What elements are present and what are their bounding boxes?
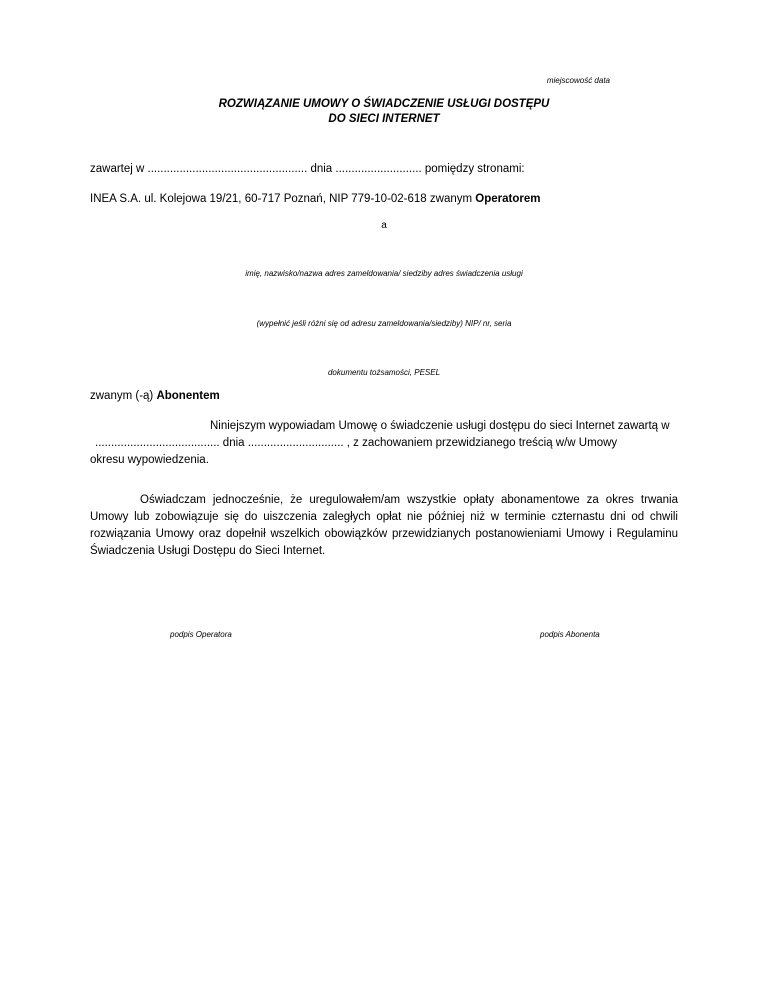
contract-line: zawartej w .................................................. dnia ........................... pomiędzy stronami: <box>90 163 525 175</box>
operator-bold: Operatorem <box>475 193 541 205</box>
operator-text: INEA S.A. ul. Kolejowa 19/21, 60-717 Poznań, NIP 779-10-02-618 zwanym <box>90 193 476 205</box>
document-title <box>0 97 768 127</box>
termination-line-3: okresu wypowiedzenia. <box>90 454 209 466</box>
termination-paragraph <box>90 418 678 469</box>
termination-line-1: Niniejszym wypowiadam Umowę o świadczenie usługi dostępu do sieci Internet zawartą w <box>210 420 670 432</box>
operator-line <box>90 193 540 205</box>
subscriber-bold: Abonentem <box>156 390 220 402</box>
title-line-2: DO SIECI INTERNET <box>328 113 440 125</box>
subscriber-text: zwanym (-ą) <box>90 390 157 402</box>
subscriber-signature-label: podpis Abonenta <box>540 630 600 639</box>
subscriber-line <box>90 390 220 402</box>
place-date-label: miejscowość data <box>546 76 610 85</box>
title-line-1: ROZWIĄZANIE UMOWY O ŚWIADCZENIE USŁUGI DOSTĘPU <box>218 98 550 110</box>
field-label-pesel: dokumentu tożsamości, PESEL <box>327 368 441 377</box>
field-label-name-address: imię, nazwisko/nazwa adres zameldowania/ siedziby adres świadczenia usługi <box>245 269 523 278</box>
conjunction-text: a <box>381 220 387 231</box>
operator-signature-label: podpis Operatora <box>170 630 232 639</box>
declaration-paragraph: Oświadczam jednocześnie, że uregulowałem/am wszystkie opłaty abonamentowe za okres trwania Umowy lub zobowiązuje się do uiszczenia zaległych opłat nie później niż w terminie czternastu dni od chwili rozwiązania Umowy oraz dopełnił wszelkich obowiązków przewidzianych postanowieniami Umowy i Regulaminu Świadczenia Usługi Dostępu do Sieci Internet. <box>90 494 678 557</box>
field-label-nip-id: (wypełnić jeśli różni się od adresu zameldowania/siedziby) NIP/ nr, seria <box>256 319 512 328</box>
termination-line-2: ....................................... dnia .............................. , z zachowaniem przewidzianego treścią w/w Umowy <box>95 437 618 449</box>
